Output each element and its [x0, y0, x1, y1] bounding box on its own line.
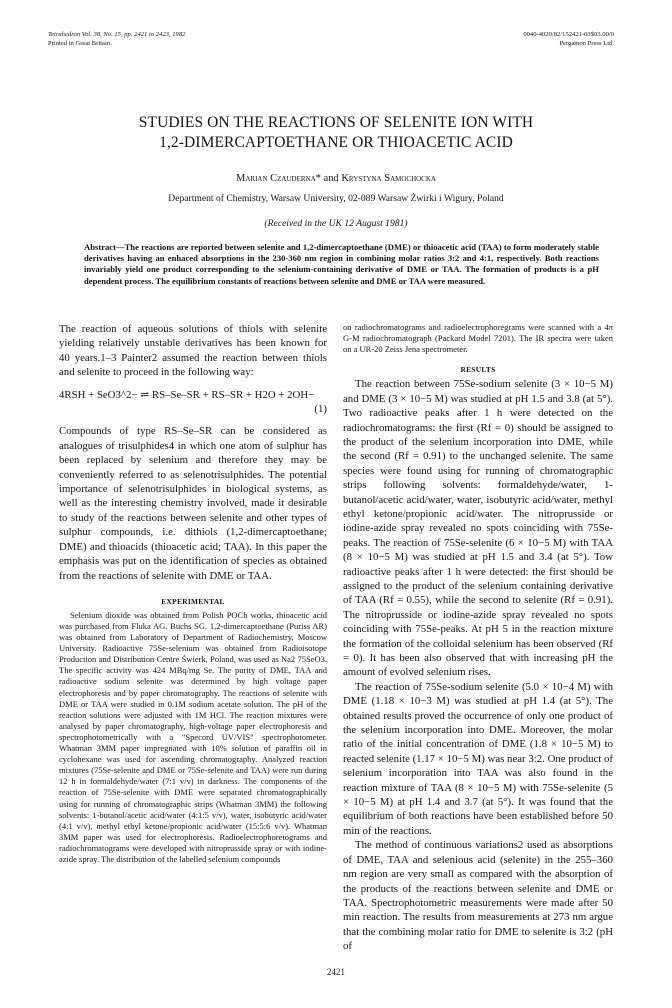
equation-expression: 4RSH + SeO3^2− ⇌ RS–Se–SR + RS–SR + H2O + 2OH− — [59, 388, 315, 401]
page-number: 2421 — [327, 967, 345, 977]
publisher: Pergamon Press Ltd. — [559, 40, 614, 47]
experimental-paragraph: Selenium dioxide was obtained from Polish POCh works, thioacetic acid was purchased from Fluka AG. Buchs SG. 1,2-dimercaptoethane (Puriss AR) was obtained from Laboratory of Department of Radiochemistry, Moscow University. Radioactive 75Se-selenium was obtained from Radioisotope Production and Distribution Centre Świerk, Poland, was used as Na2 75SeO3. The specific activity was 424 MBq/mg Se. The purity of DME, TAA and radioactive sodium selenite was determined by high voltage paper electrophoresis and by paper chromatography. The reactions of selenite with DME or TAA were studied in 0.1M sodium acetate solution. The pH of the reaction solutions were adjusted with 1M HCl. The reaction mixtures were analysed by paper chromatography, high-voltage paper electrophoresis and spectrophotometrically with a "Specord UV/VIS" spectrophotometer. Whatman 3MM paper impregnated with 10% solution of paraffin oil in cyclohexane was used for ascending chromatography. Analyzed reaction mixtures (75Se-selenite and DME or 75Se-selenite and TAA) were run during 12 h in formaldehyde/water (7:1 v/v) in darkness. The components of the reaction of 75Se-selenite with DME were separated chromatographically using for running of chromatographic strips (Whatman 3MM) the following solvents: 1-butanol/acetic acid/water (4:1:5 v/v), water, isobutyric acid/water (4:1 v/v), methyl ethyl ketone/propionic acid/water (15:5:6 v/v). Whatman 3MM paper was used for electrophoresis. Radioelectrophoretograms and radiochromatograms were developed with nitroprusside spray or with iodine-azide spray. The distribution of the labelled selenium compounds — [59, 609, 327, 864]
paper-title — [0, 113, 672, 153]
abstract — [84, 242, 599, 287]
affiliation: Department of Chemistry, Warsaw University, 02-089 Warsaw Żwirki i Wigury, Poland — [168, 193, 504, 204]
issn-code: 0040-4020/82/152421-03$03.00/0 — [523, 31, 614, 38]
title-line-1: STUDIES ON THE REACTIONS OF SELENITE ION WITH — [138, 114, 534, 131]
author-2: Krystyna Samochocka — [341, 173, 436, 184]
results-paragraph-1: The reaction between 75Se-sodium selenite (3 × 10−5 M) and DME (3 × 10−5 M) was studied at pH 1.5 and 3.8 (at 5°). Two radioactive peaks after 1 h were detected on the radiochromatograms: the first (Rf = 0) should be assigned to the product of the selenium incorporation into DME, while the second (Rf = 0.91) to the unchanged selenite. The same species were found using for running of chromatographic strips following solvents: formaldehyde/water, 1-butanol/acetic acid/water, water, isobutyric acid/water, methyl ethyl ketone/propionic acid/water. The nitroprusside or iodine-azide spray revealed no spots coinciding with 75Se-peaks. The reaction of 75Se-selenite (6 × 10−5 M) with TAA (8 × 10−5 M) was studied at pH 1.5 and 3.4 (at 5°). Tow radioactive peaks after 1 h were detected: the first should be assigned to the product of the selenium containing derivative of TAA (Rf = 0.55), while the second to selenite (Rf = 0.91). The nitroprusside or iodine-azide spray revealed no spots coinciding with 75Se-peaks. At pH 5 in the reaction mixture the formation of the colloidal selenium has been observed (Rf = 0). It has been also observed that with increasing pH the amount of evolved selenium rises. — [343, 378, 613, 679]
running-header-right — [523, 30, 614, 48]
equation-1 — [59, 388, 327, 417]
abstract-text: —The reactions are reported between selenite and 1,2-dimercaptoethane (DME) or thioacetic acid (TAA) to form moderately stable derivatives having an enhaced absorptions in the 230-360 nm region in combining molar ratios 3:2 and 4:1, respectively. Both reactions invariably yield one product corresponding to the selenium-containing derivative of DME or TAA. The formation of products is a pH dependent process. The equilibrium constants of reactions between selenite and DME or TAA were measured. — [84, 242, 599, 286]
left-column — [59, 322, 327, 865]
corresponding-author-mark: * — [315, 173, 321, 184]
printed-in: Printed in Great Britain. — [48, 40, 112, 47]
right-column — [343, 322, 613, 954]
experimental-continuation: on radiochromatograms and radioelectrophoregrams were scanned with a 4π G-M radiochromatograph (Packard Model 7201). The IR spectra were taken on a UR-20 Zeiss Jena spectrometer. — [343, 322, 613, 355]
author-conjunction: and — [320, 173, 342, 184]
results-paragraph-2: The reaction of 75Se-sodium selenite (5.0 × 10−4 M) with DME (1.18 × 10−3 M) was studied at pH 1.4 (at 5°). The obtained results proved the occurrence of only one product of the selenium incorporation into DME. Moreover, the molar ratio of the initial concentration of DME (1.8 × 10−5 M) to reacted selenite (1.17 × 10−5 M) was near 3:2. One product of selenium incorporation into TAA was also found in the reaction mixture of TAA (8 × 10−5 M) with 75Se-selenite (5 × 10−5 M) at pH 1.4 and 3.7 (at 5°). It was found that the equilibrium of both reactions have been established before 50 min of the reactions. — [343, 680, 613, 837]
received-date: (Received in the UK 12 August 1981) — [264, 218, 408, 229]
intro-paragraph: The reaction of aqueous solutions of thiols with selenite yielding relatively unstable derivatives has been known for 40 years.1–3 Painter2 assumed the reaction between thiols and selenite to proceed in the following way: — [59, 323, 327, 379]
author-list — [0, 173, 672, 184]
equation-number: (1) — [314, 403, 327, 416]
running-header-left — [48, 30, 185, 48]
results-heading: RESULTS — [460, 365, 496, 375]
experimental-heading: EXPERIMENTAL — [161, 596, 225, 606]
results-paragraph-3: The method of continuous variations2 used as absorptions of DME, TAA and selenious acid (selenite) in the 255–360 nm region are very small as compared with the absorption of the products of the reactions between selenite and DME or TAA. Spectrophotometric measurements were made after 50 min reaction. The results from measurements at 273 nm argue that the combining molar ratio for DME to selenite is 3:2 (pH of — [343, 839, 613, 953]
intro-paragraph-2: Compounds of type RS–Se–SR can be considered as analogues of trisulphides4 in which one atom of sulphur has been replaced by selenium and therefore they may be conveniently referred to as selenotrisulphides. The potential importance of selenotrisulphides in biological systems, as well as the interesting chemistry involved, made it desirable to study of the reactions between selenite and other types of sulphur compounds, i.e. dithiols (1,2-dimercaptoethane; DME) and thioacids (thioacetic acid; TAA). In this paper the emphasis was put on the identification of species as obtained from the reactions of selenite with DME or TAA. — [59, 425, 327, 582]
author-1: Marian Czauderna — [236, 173, 316, 184]
abstract-label: Abstract — [84, 242, 116, 252]
title-line-2: 1,2-DIMERCAPTOETHANE OR THIOACETIC ACID — [159, 134, 513, 151]
journal-citation: Tetrahedron Vol. 38, No. 15, pp. 2421 to 2423, 1982 — [48, 31, 186, 38]
